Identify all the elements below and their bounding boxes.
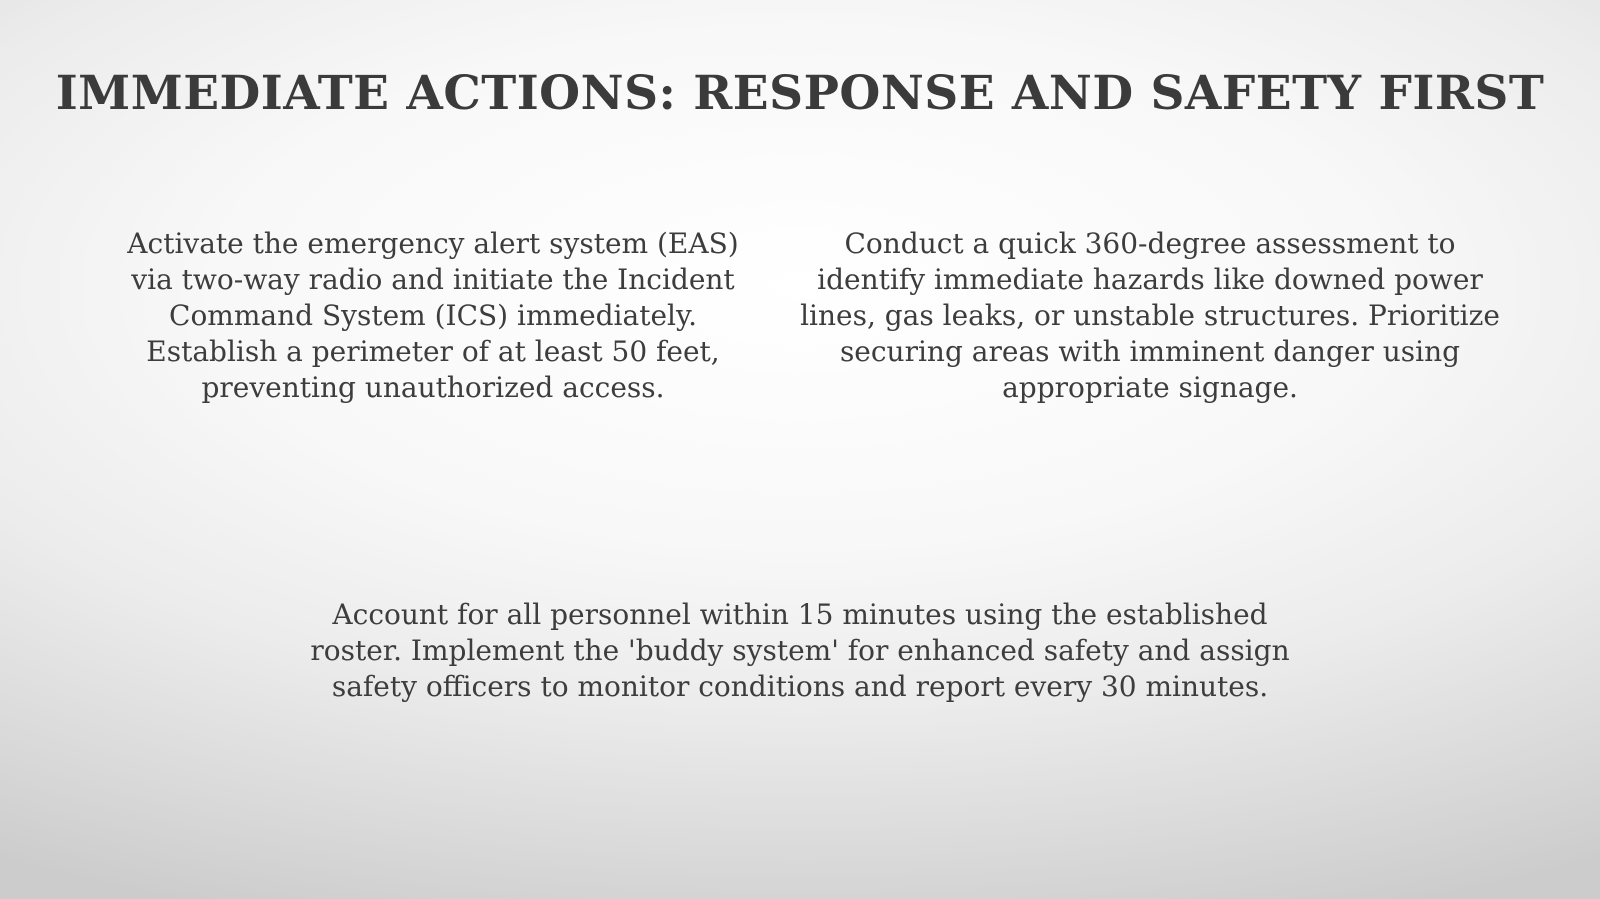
slide-title: IMMEDIATE ACTIONS: RESPONSE AND SAFETY FIRST [55,66,1545,121]
left-text-block: Activate the emergency alert system (EAS) via two-way radio and initiate the Incident Command System (ICS) immediately. Establish a perimeter of at least 50 feet, preventing unauthorized access. [127,227,739,404]
right-text-block: Conduct a quick 360-degree assessment to identify immediate hazards like downed power lines, gas leaks, or unstable structures. Prioritize securing areas with imminent danger using appropriate signage. [800,227,1500,404]
bottom-text-block: Account for all personnel within 15 minutes using the established roster. Implement the 'buddy system' for enhanced safety and assign safety officers to monitor conditions and report every 30 minutes. [310,598,1290,703]
